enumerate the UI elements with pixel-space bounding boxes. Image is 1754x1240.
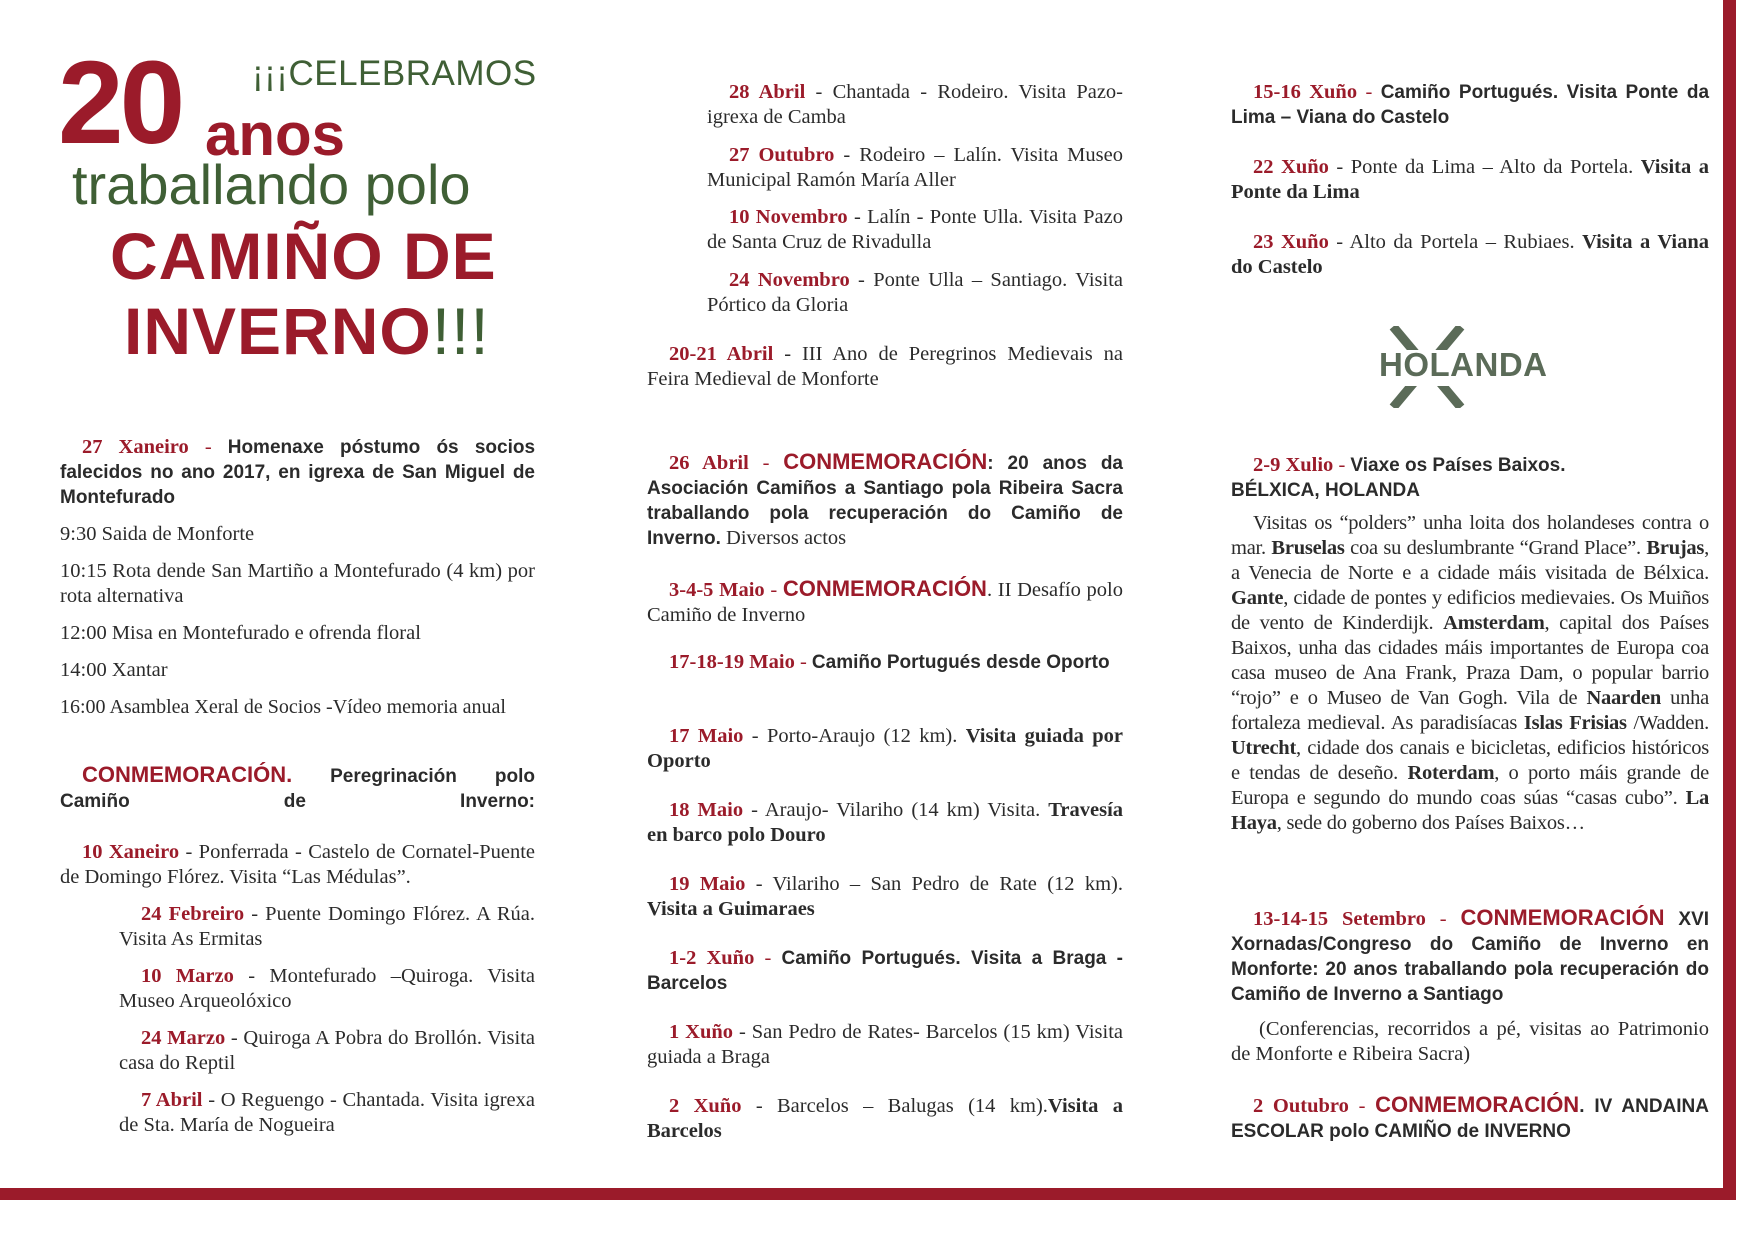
event-date: 18 Maio bbox=[669, 799, 744, 821]
event-text: - Barcelos – Balugas (14 km). bbox=[755, 1095, 1048, 1117]
desc-bold: La Haya bbox=[1231, 787, 1710, 834]
desc-text: unha fortaleza medieval. As paradisíacas bbox=[1231, 687, 1710, 734]
desc-bold: Utrecht bbox=[1231, 737, 1297, 759]
event-bold-text: Viaxe os Países Baixos. bbox=[1350, 455, 1566, 476]
event-date: 2 Outubro bbox=[1253, 1095, 1349, 1117]
title-inverno bbox=[124, 293, 490, 369]
event-10-novembro bbox=[707, 205, 1123, 255]
event-1-xuno bbox=[647, 1020, 1123, 1070]
holanda-logo: HOLANDA bbox=[1379, 346, 1548, 383]
event-bold-text: Travesía en barco polo Douro bbox=[647, 799, 1124, 846]
event-date: 23 Xuño bbox=[1253, 231, 1329, 253]
event-10-marzo bbox=[119, 964, 535, 1014]
event-date: 10 Novembro bbox=[729, 206, 848, 228]
event-date: 26 Abril bbox=[669, 452, 749, 474]
desc-bold: Islas Frisias bbox=[1523, 712, 1627, 734]
event-date: 3-4-5 Maio bbox=[669, 579, 765, 601]
event-date: 15-16 Xuño bbox=[1253, 81, 1358, 103]
event-date: 27 Outubro bbox=[729, 144, 835, 166]
event-date: 24 Marzo bbox=[141, 1027, 226, 1049]
desc-text: , a Venecia de Norte e a cidade máis visitada de Bélxica. bbox=[1231, 537, 1710, 584]
event-date: 19 Maio bbox=[669, 873, 746, 895]
event-date: 2-9 Xulio bbox=[1253, 454, 1334, 476]
title-exclaim: !!! bbox=[431, 294, 490, 368]
event-24-novembro bbox=[707, 268, 1123, 318]
event-13-14-15-setembro: 13-14-15 Setembro - CONMEMORACIÓN XVI Xornadas/Congreso do Camiño de Inverno en Monforte: 20 anos traballando pola recuperación do Camiño de Inverno a Santiago bbox=[1231, 905, 1710, 1005]
desc-text: Visitas os “polders” unha loita dos holandeses contra o mar. bbox=[1231, 512, 1709, 559]
conmemoracion-label: CONMEMORACIÓN bbox=[1460, 905, 1665, 930]
title-inverno-word: INVERNO bbox=[124, 294, 432, 368]
conmemoracion-label: CONMEMORACIÓN bbox=[782, 576, 987, 601]
event-date: 27 Xaneiro bbox=[82, 436, 189, 458]
event-17-maio bbox=[647, 724, 1123, 774]
desc-text: , o porto máis grande de Europa e segundo do mundo coas súas “casas cubo”. bbox=[1231, 762, 1709, 809]
event-description: (Conferencias, recorridos a pé, visitas ao Patrimonio de Monforte e Ribeira Sacra) bbox=[1231, 1018, 1709, 1065]
title-traballando: traballando polo bbox=[72, 153, 471, 216]
event-date: 10 Xaneiro bbox=[82, 841, 180, 863]
desc-text: , capital dos Países Baixos, unha das cidades máis importantes de Europa coa casa museo de Ana Frank, Praza Dam, o popular barrio “rojo” e o Museo de Van Gogh. Vila de bbox=[1231, 612, 1710, 709]
event-text: - III Ano de Peregrinos Medievais na Feira Medieval de Monforte bbox=[647, 343, 1123, 390]
schedule-item: 12:00 Misa en Montefurado e ofrenda floral bbox=[60, 622, 421, 644]
event-18-maio bbox=[647, 798, 1123, 848]
desc-text: , cidade dos canais e bicicletas, edificios históricos e tendas de deseño. bbox=[1231, 737, 1709, 784]
event-date: 17-18-19 Maio bbox=[669, 651, 795, 673]
event-26-abril: 26 Abril - CONMEMORACIÓN: 20 anos da Asociación Camiños a Santiago pola Ribeira Sacra traballando pola recuperación do Camiño de Inverno. Diversos actos bbox=[647, 449, 1124, 549]
event-19-maio bbox=[647, 872, 1123, 922]
event-bold-text: BÉLXICA, HOLANDA bbox=[1231, 480, 1420, 501]
desc-bold: Roterdam bbox=[1407, 762, 1495, 784]
event-20-21-abril bbox=[647, 342, 1123, 392]
event-text: - Porto-Araujo (12 km). bbox=[751, 725, 958, 747]
desc-bold: Naarden bbox=[1586, 687, 1662, 709]
event-text: . II Desafío polo Camiño de Inverno bbox=[647, 579, 1123, 626]
event-date: 22 Xuño bbox=[1253, 156, 1329, 178]
event-3-4-5-maio: 3-4-5 Maio - CONMEMORACIÓN. II Desafío polo Camiño de Inverno bbox=[647, 576, 1123, 626]
event-date: 13-14-15 Setembro bbox=[1253, 908, 1426, 930]
event-2-9-xulio: 2-9 Xulio - Viaxe os Países Baixos. BÉLXICA, HOLANDA bbox=[1231, 454, 1566, 501]
desc-bold: Amsterdam bbox=[1443, 612, 1545, 634]
event-27-outubro bbox=[707, 143, 1123, 193]
desc-bold: Brujas bbox=[1646, 537, 1705, 559]
schedule-item: 14:00 Xantar bbox=[60, 659, 168, 681]
event-text: - O Reguengo - Chantada. Visita igrexa de Sta. María de Nogueira bbox=[119, 1089, 535, 1136]
event-text: - Araujo- Vilariho (14 km) Visita. bbox=[751, 799, 1041, 821]
event-date: 24 Novembro bbox=[729, 269, 850, 291]
right-border bbox=[1723, 0, 1736, 1200]
event-bold-text: : 20 anos da Asociación Camiños a Santiago pola Ribeira Sacra traballando pola recuperación do Camiño de Inverno. bbox=[647, 453, 1124, 549]
schedule-item: 10:15 Rota dende San Martiño a Montefurado (4 km) por rota alternativa bbox=[60, 560, 535, 607]
desc-text: , sede do goberno dos Países Baixos… bbox=[1276, 812, 1585, 834]
event-text: - San Pedro de Rates- Barcelos (15 km) Visita guiada a Braga bbox=[647, 1021, 1124, 1068]
event-bold-text: Visita a Barcelos bbox=[647, 1095, 1123, 1142]
event-23-xuno bbox=[1231, 230, 1709, 280]
desc-bold: Bruselas bbox=[1271, 537, 1345, 559]
event-2-outubro: 2 Outubro - CONMEMORACIÓN. IV ANDAINA ESCOLAR polo CAMIÑO de INVERNO bbox=[1231, 1092, 1709, 1142]
title-camino: CAMIÑO DE bbox=[110, 219, 497, 293]
bottom-border bbox=[0, 1188, 1736, 1200]
event-text: - Rodeiro – Lalín. Visita Museo Municipal Ramón María Aller bbox=[707, 144, 1123, 191]
event-2-xuno bbox=[647, 1094, 1123, 1144]
event-bold-text: Camiño Portugués. Visita a Braga -Barcelos bbox=[647, 948, 1124, 994]
desc-bold: Gante bbox=[1231, 587, 1284, 609]
event-date: 10 Marzo bbox=[141, 965, 234, 987]
event-text: Diversos actos bbox=[726, 527, 847, 549]
event-bold-text: Visita a Viana do Castelo bbox=[1231, 231, 1709, 278]
conmemoracion-heading bbox=[60, 762, 535, 814]
schedule-item: 16:00 Asamblea Xeral de Socios -Vídeo memoria anual bbox=[60, 696, 506, 718]
event-text: - Alto da Portela – Rubiaes. bbox=[1336, 231, 1575, 253]
event-date: 2 Xuño bbox=[669, 1095, 742, 1117]
desc-text: /Wadden. bbox=[1633, 712, 1710, 734]
trip-description bbox=[1231, 511, 1709, 836]
event-date: 17 Maio bbox=[669, 725, 744, 747]
event-text: - Ponte Ulla – Santiago. Visita Pórtico da Gloria bbox=[707, 269, 1123, 316]
title-number: 20 bbox=[58, 37, 182, 169]
conmemoracion-label: CONMEMORACIÓN. bbox=[82, 762, 293, 787]
event-text: - Chantada - Rodeiro. Visita Pazo-igrexa de Camba bbox=[707, 81, 1123, 128]
desc-text: , cidade de pontes y edificios medievaies. Os Muiños de vento de Kinderdijk. bbox=[1231, 587, 1709, 634]
event-10-xaneiro bbox=[60, 840, 535, 890]
conmemoracion-text: Peregrinación polo Camiño de Inverno: bbox=[60, 766, 535, 812]
conmemoracion-label: CONMEMORACIÓN bbox=[783, 449, 988, 474]
event-24-febreiro bbox=[119, 902, 535, 952]
event-28-abril bbox=[707, 80, 1123, 130]
event-15-16-xuno: 15-16 Xuño - Camiño Portugués. Visita Ponte da Lima – Viana do Castelo bbox=[1231, 81, 1710, 128]
event-date: 1-2 Xuño bbox=[669, 947, 755, 969]
event-bold-text: Camiño Portugués desde Oporto bbox=[811, 652, 1110, 673]
event-bold-text: Visita a Guimaraes bbox=[647, 898, 815, 920]
event-27-xaneiro: 27 Xaneiro - Homenaxe póstumo ós socios falecidos no ano 2017, en igrexa de San Miguel de Montefurado bbox=[60, 436, 536, 508]
event-text: - Ponte da Lima – Alto da Portela. bbox=[1336, 156, 1634, 178]
event-bold-text: Camiño Portugués. Visita Ponte da Lima – Viana do Castelo bbox=[1231, 82, 1710, 128]
event-text: - Vilariho – San Pedro de Rate (12 km). bbox=[755, 873, 1124, 895]
event-bold-text: Visita guiada por Oporto bbox=[647, 725, 1123, 772]
event-bold-text: . IV ANDAINA ESCOLAR polo CAMIÑO de INVERNO bbox=[1231, 1096, 1709, 1142]
event-22-xuno bbox=[1231, 155, 1709, 205]
event-bold-text: XVI Xornadas/Congreso do Camiño de Inverno en Monforte: 20 anos traballando pola recuperación do Camiño de Inverno a Santiago bbox=[1231, 909, 1710, 1005]
event-7-abril bbox=[119, 1088, 535, 1138]
title-celebramos: ¡¡¡CELEBRAMOS bbox=[252, 54, 537, 93]
event-date: 24 Febreiro bbox=[141, 903, 245, 925]
event-text: - Puente Domingo Flórez. A Rúa. Visita As Ermitas bbox=[119, 903, 535, 950]
event-text: Homenaxe póstumo ós socios falecidos no ano 2017, en igrexa de San Miguel de Montefurado bbox=[60, 437, 536, 508]
event-date: 28 Abril bbox=[729, 81, 806, 103]
event-text: - Montefurado –Quiroga. Visita Museo Arqueolóxico bbox=[119, 965, 536, 1012]
desc-text: coa su deslumbrante “Grand Place”. bbox=[1350, 537, 1641, 559]
event-bold-text: Visita a Ponte da Lima bbox=[1231, 156, 1709, 203]
event-17-18-19-maio: 17-18-19 Maio - Camiño Portugués desde Oporto bbox=[669, 651, 1110, 673]
event-date: 7 Abril bbox=[141, 1089, 203, 1111]
event-1-2-xuno: 1-2 Xuño - Camiño Portugués. Visita a Braga -Barcelos bbox=[647, 947, 1124, 994]
event-date: 1 Xuño bbox=[669, 1021, 734, 1043]
event-text: - Ponferrada - Castelo de Cornatel-Puente de Domingo Flórez. Visita “Las Médulas”. bbox=[60, 841, 535, 888]
conmemoracion-label: CONMEMORACIÓN bbox=[1375, 1092, 1580, 1117]
event-text: - Lalín - Ponte Ulla. Visita Pazo de Santa Cruz de Rivadulla bbox=[707, 206, 1123, 253]
event-date: 20-21 Abril bbox=[669, 343, 774, 365]
title-anos: anos bbox=[205, 101, 346, 168]
event-text: - Quiroga A Pobra do Brollón. Visita casa do Reptil bbox=[119, 1027, 536, 1074]
event-24-marzo bbox=[119, 1026, 535, 1076]
schedule-item: 9:30 Saida de Monforte bbox=[60, 523, 255, 545]
